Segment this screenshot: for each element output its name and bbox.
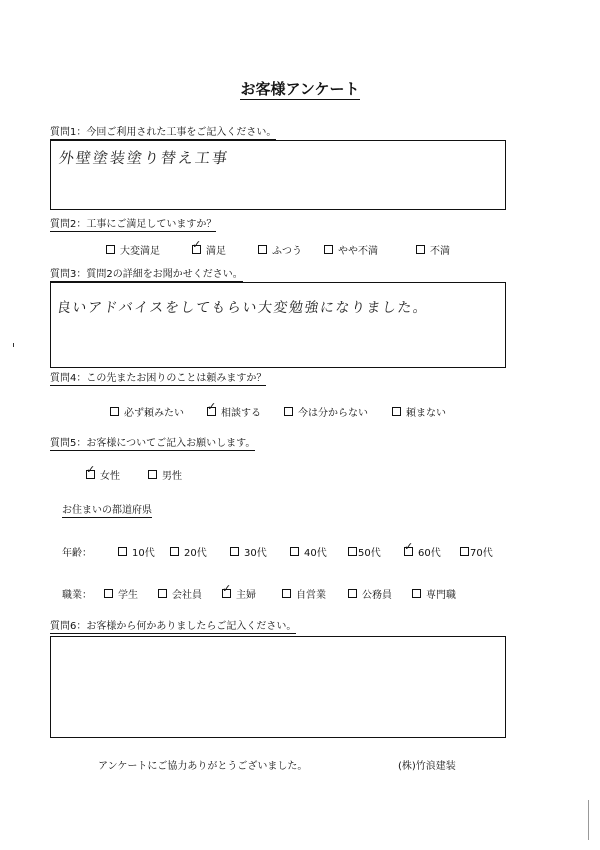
age-label: 年齢： xyxy=(62,548,92,559)
scan-mark xyxy=(13,343,14,347)
question-3-answer: 良いアドバイスをしてもらい大変勉強になりました。 xyxy=(55,300,430,316)
gender-option-female[interactable]: ✓ 女性 xyxy=(86,463,120,482)
checkbox[interactable] xyxy=(148,470,157,479)
check-mark-icon: ✓ xyxy=(207,400,217,413)
question-1-label: 質問1：今回ご利用された工事をご記入ください。 xyxy=(50,127,277,138)
checkbox[interactable] xyxy=(118,547,127,556)
satisfaction-option-very-satisfied[interactable]: 大変満足 xyxy=(106,242,160,257)
job-option-professional[interactable]: 専門職 xyxy=(412,586,456,601)
question-2-label: 質問2：工事にご満足していますか？ xyxy=(50,219,217,230)
checkbox[interactable] xyxy=(324,245,333,254)
checkbox[interactable] xyxy=(460,547,469,556)
question-1-answer: 外壁塗装塗り替え工事 xyxy=(57,149,231,167)
checkbox[interactable] xyxy=(222,582,232,598)
check-mark-icon: ✓ xyxy=(86,463,96,476)
check-mark-icon: ✓ xyxy=(404,540,414,553)
scan-edge-mark xyxy=(588,800,589,840)
age-option-30s[interactable]: 30代 xyxy=(230,544,267,559)
question-1-answer-box[interactable] xyxy=(50,140,506,210)
checkbox[interactable] xyxy=(207,400,217,416)
repeat-option-consult[interactable]: ✓ 相談する xyxy=(207,400,261,419)
question-6-answer-box[interactable] xyxy=(50,636,506,738)
satisfaction-option-somewhat-dissatisfied[interactable]: やや不満 xyxy=(324,242,378,257)
repeat-option-no[interactable]: 頼まない xyxy=(392,404,446,419)
company-name: (株)竹浪建装 xyxy=(398,761,456,772)
checkbox[interactable] xyxy=(110,407,119,416)
satisfaction-option-satisfied[interactable]: ✓ 満足 xyxy=(192,238,226,257)
checkbox[interactable] xyxy=(348,589,357,598)
checkbox[interactable] xyxy=(230,547,239,556)
check-mark-icon: ✓ xyxy=(192,238,202,251)
satisfaction-option-dissatisfied[interactable]: 不満 xyxy=(416,242,450,257)
thanks-message: アンケートにご協力ありがとうございました。 xyxy=(98,761,308,772)
checkbox[interactable] xyxy=(290,547,299,556)
checkbox[interactable] xyxy=(404,540,414,556)
checkbox[interactable] xyxy=(104,589,113,598)
question-3-label: 質問3：質問2の詳細をお聞かせください。 xyxy=(50,269,243,280)
age-option-50s[interactable]: 50代 xyxy=(348,544,381,559)
checkbox[interactable] xyxy=(258,245,267,254)
question-5-label: 質問5：お客様についてご記入お願いします。 xyxy=(50,438,256,449)
age-option-60s[interactable]: ✓ 60代 xyxy=(404,540,441,559)
age-option-20s[interactable]: 20代 xyxy=(170,544,207,559)
checkbox[interactable] xyxy=(86,463,96,479)
question-3-answer-box[interactable] xyxy=(50,282,506,368)
checkbox[interactable] xyxy=(348,547,357,556)
job-label: 職業： xyxy=(62,590,92,601)
prefecture-label: お住まいの都道府県 xyxy=(62,505,152,516)
checkbox[interactable] xyxy=(282,589,291,598)
satisfaction-option-neutral[interactable]: ふつう xyxy=(258,242,302,257)
age-option-40s[interactable]: 40代 xyxy=(290,544,327,559)
checkbox[interactable] xyxy=(284,407,293,416)
survey-title: お客様アンケート xyxy=(240,80,360,98)
age-option-70s[interactable]: 70代 xyxy=(460,544,493,559)
repeat-option-unsure[interactable]: 今は分からない xyxy=(284,404,368,419)
checkbox[interactable] xyxy=(392,407,401,416)
question-4-label: 質問4：この先またお困りのことは頼みますか？ xyxy=(50,373,267,384)
job-option-housewife[interactable]: ✓ 主婦 xyxy=(222,582,256,601)
checkbox[interactable] xyxy=(158,589,167,598)
checkbox[interactable] xyxy=(412,589,421,598)
job-option-self-employed[interactable]: 自営業 xyxy=(282,586,326,601)
question-6-label: 質問6：お客様から何かありましたらご記入ください。 xyxy=(50,621,297,632)
gender-option-male[interactable]: 男性 xyxy=(148,467,182,482)
checkbox[interactable] xyxy=(106,245,115,254)
job-option-civil-servant[interactable]: 公務員 xyxy=(348,586,392,601)
job-option-student[interactable]: 学生 xyxy=(104,586,138,601)
repeat-option-definitely[interactable]: 必ず頼みたい xyxy=(110,404,184,419)
checkbox[interactable] xyxy=(192,238,202,254)
check-mark-icon: ✓ xyxy=(222,582,232,595)
checkbox[interactable] xyxy=(170,547,179,556)
job-option-employee[interactable]: 会社員 xyxy=(158,586,202,601)
checkbox[interactable] xyxy=(416,245,425,254)
age-option-10s[interactable]: 10代 xyxy=(118,544,155,559)
